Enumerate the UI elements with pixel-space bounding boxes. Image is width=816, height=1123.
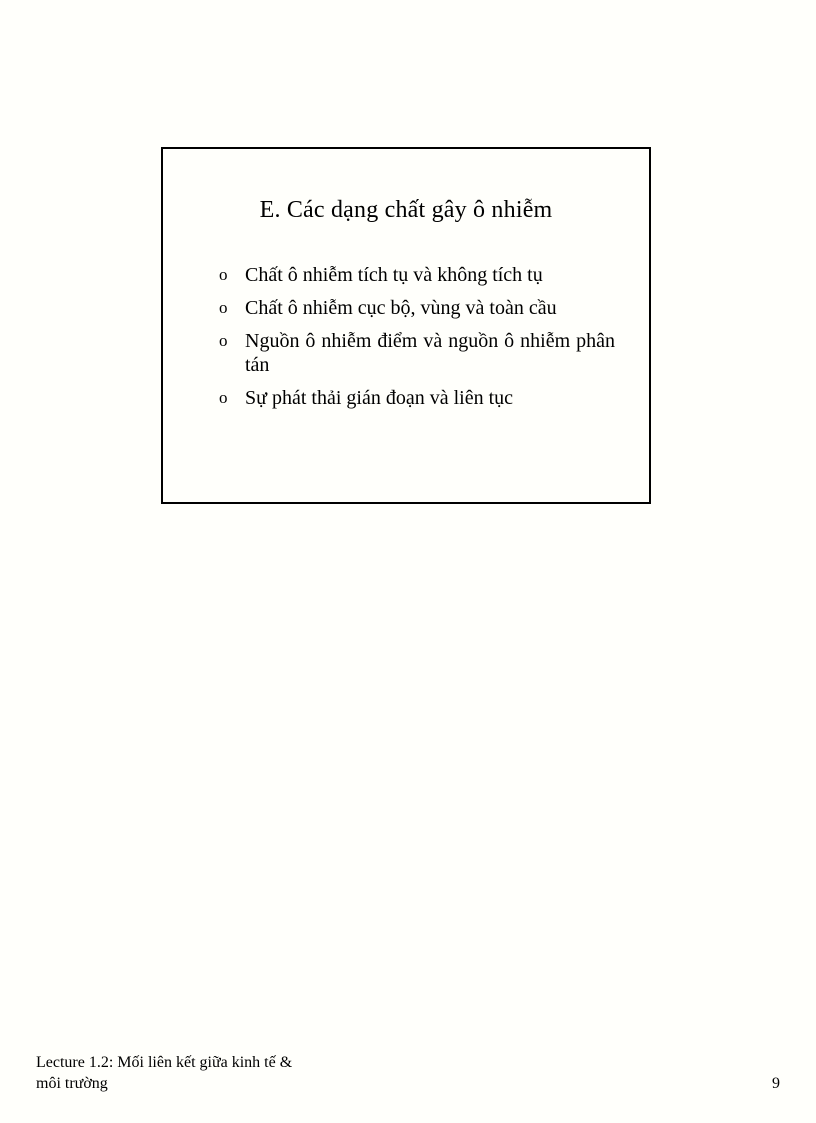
slide-frame [161, 147, 651, 504]
bullet-text: Chất ô nhiễm tích tụ và không tích tụ [245, 264, 543, 286]
slide-title: E. Các dạng chất gây ô nhiễm [259, 197, 553, 223]
bullet-text: Chất ô nhiễm cục bộ, vùng và toàn cầu [245, 297, 557, 319]
bullet-text: Nguồn ô nhiễm điểm và nguồn ô nhiễm phân tán [245, 330, 615, 376]
bullet-text: Sự phát thải gián đoạn và liên tục [245, 387, 513, 409]
list-item [219, 329, 615, 377]
bullet-marker: o [219, 331, 228, 350]
footer-line-1: Lecture 1.2: Mối liên kết giữa kinh tế & [36, 1054, 293, 1071]
bullet-list [219, 263, 615, 419]
list-item [219, 296, 615, 320]
bullet-marker: o [219, 298, 228, 317]
list-item [219, 263, 615, 287]
bullet-marker: o [219, 388, 228, 407]
bullet-marker: o [219, 265, 228, 284]
list-item [219, 386, 615, 410]
footer-line-2: môi trường [36, 1075, 108, 1092]
page-number: 9 [772, 1075, 780, 1092]
footer-lecture-title [36, 1052, 356, 1094]
